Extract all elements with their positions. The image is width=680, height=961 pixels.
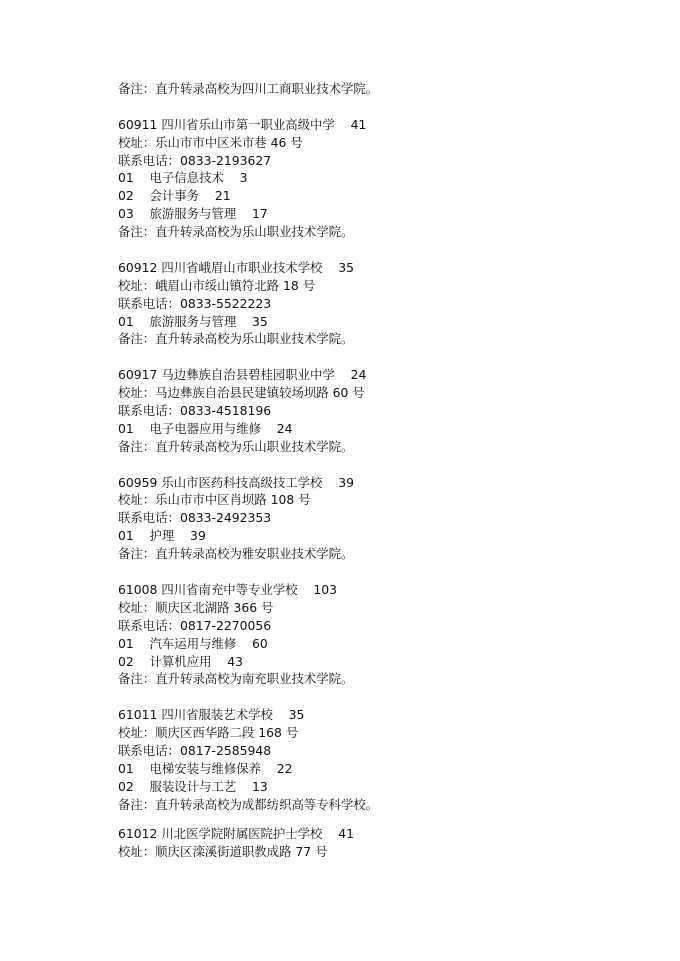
- major-line: 03 旅游服务与管理 17: [118, 206, 268, 222]
- first-note: 备注：直升转录高校为四川工商职业技术学院。: [118, 81, 379, 96]
- school-60912: [118, 259, 658, 348]
- school-header: 61011 四川省服装艺术学校 35: [118, 707, 305, 723]
- school-phone: 联系电话：0833-5522223: [118, 295, 272, 311]
- school-note: 备注：直升转录高校为乐山职业技术学院。: [118, 224, 354, 240]
- school-note: 备注：直升转录高校为乐山职业技术学院。: [118, 438, 354, 454]
- major-line: 01 护理 39: [118, 528, 206, 544]
- school-60917: [118, 366, 658, 455]
- school-phone: 联系电话：0833-2492353: [118, 510, 272, 526]
- school-header: 61012 川北医学院附属医院护士学校 41: [118, 826, 354, 841]
- major-line: 01 电梯安装与维修保养 22: [118, 760, 293, 776]
- school-note: 备注：直升转录高校为雅安职业技术学院。: [118, 546, 354, 562]
- school-60959: [118, 474, 658, 563]
- school-header: 60917 马边彝族自治县碧桂园职业中学 24: [118, 367, 367, 383]
- major-line: 01 电子信息技术 3: [118, 170, 248, 186]
- spacer: [118, 456, 658, 474]
- spacer: [118, 241, 658, 259]
- school-header: 61008 四川省南充中等专业学校 103: [118, 581, 338, 597]
- major-line: 01 汽车运用与维修 60: [118, 635, 268, 651]
- school-60911: [118, 116, 658, 241]
- school-note: 备注：直升转录高校为乐山职业技术学院。: [118, 331, 354, 347]
- school-address: 校址：顺庆区西华路二段 168 号: [118, 725, 299, 741]
- major-line: 02 计算机应用 43: [118, 653, 243, 669]
- spacer: [118, 688, 658, 706]
- school-address: 校址：乐山市市中区肖坝路 108 号: [118, 492, 311, 508]
- school-61012: [118, 825, 658, 861]
- school-phone: 联系电话：0817-2585948: [118, 742, 272, 758]
- spacer: [118, 563, 658, 581]
- major-line: 01 电子电器应用与维修 24: [118, 420, 293, 436]
- school-61011: [118, 706, 658, 813]
- spacer: [118, 98, 658, 116]
- school-address: 校址：顺庆区滦溪街道职教成路 77 号: [118, 843, 328, 859]
- school-note: 备注：直升转录高校为南充职业技术学院。: [118, 671, 354, 687]
- school-phone: 联系电话：0833-4518196: [118, 403, 272, 419]
- major-line: 02 会计事务 21: [118, 188, 231, 204]
- major-line: 02 服装设计与工艺 13: [118, 778, 268, 794]
- school-address: 校址：马边彝族自治县民建镇较场坝路 60 号: [118, 385, 365, 401]
- spacer: [118, 348, 658, 366]
- school-note: 备注：直升转录高校为成都纺织高等专科学校。: [118, 796, 379, 812]
- school-phone: 联系电话：0817-2270056: [118, 617, 272, 633]
- school-61008: [118, 581, 658, 688]
- school-address: 校址：峨眉山市绥山镇符北路 18 号: [118, 277, 316, 293]
- document-body: [118, 80, 658, 814]
- major-line: 01 旅游服务与管理 35: [118, 313, 268, 329]
- school-address: 校址：乐山市市中区米市巷 46 号: [118, 134, 303, 150]
- school-header: 60911 四川省乐山市第一职业高级中学 41: [118, 116, 367, 132]
- school-header: 60959 乐山市医药科技高级技工学校 39: [118, 474, 354, 490]
- school-address: 校址：顺庆区北湖路 366 号: [118, 599, 274, 615]
- school-header: 60912 四川省峨眉山市职业技术学校 35: [118, 259, 354, 275]
- school-phone: 联系电话：0833-2193627: [118, 152, 272, 168]
